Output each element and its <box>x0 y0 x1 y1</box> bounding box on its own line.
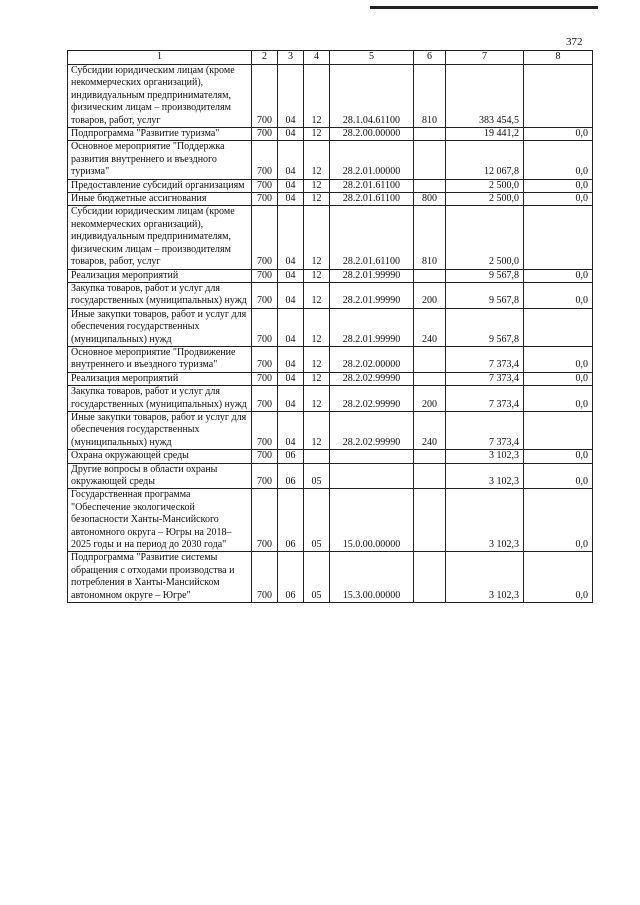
amount-cell: 3 102,3 <box>446 463 524 489</box>
amount2-cell <box>524 411 593 449</box>
table-row <box>68 65 593 128</box>
amount-cell: 9 567,8 <box>446 308 524 346</box>
table-row <box>68 179 593 192</box>
amount-cell: 383 454,5 <box>446 65 524 128</box>
row-name-cell: Иные бюджетные ассигнования <box>68 193 252 206</box>
target-code-cell: 28.2.01.61100 <box>330 193 414 206</box>
subsection-cell: 04 <box>278 269 304 282</box>
table-row <box>68 193 593 206</box>
amount-cell: 7 373,4 <box>446 372 524 385</box>
amount2-cell: 0,0 <box>524 141 593 179</box>
table-row <box>68 411 593 449</box>
subsection-cell: 06 <box>278 450 304 463</box>
expense-type-cell: 810 <box>414 206 446 269</box>
expense-type-cell <box>414 128 446 141</box>
subsection2-cell: 12 <box>304 141 330 179</box>
amount2-cell: 0,0 <box>524 282 593 308</box>
header-cell-8: 8 <box>524 51 593 65</box>
header-cell-1: 1 <box>68 51 252 65</box>
row-name-cell: Закупка товаров, работ и услуг для государственных (муниципальных) нужд <box>68 386 252 412</box>
expense-type-cell <box>414 450 446 463</box>
expense-type-cell <box>414 141 446 179</box>
subsection-cell: 04 <box>278 372 304 385</box>
amount-cell: 9 567,8 <box>446 269 524 282</box>
subsection2-cell: 12 <box>304 308 330 346</box>
subsection-cell: 06 <box>278 463 304 489</box>
subsection2-cell: 12 <box>304 128 330 141</box>
subsection2-cell: 12 <box>304 269 330 282</box>
subsection2-cell: 12 <box>304 179 330 192</box>
header-cell-4: 4 <box>304 51 330 65</box>
table-row <box>68 450 593 463</box>
subsection2-cell: 12 <box>304 411 330 449</box>
subsection2-cell: 12 <box>304 372 330 385</box>
amount-cell: 7 373,4 <box>446 386 524 412</box>
target-code-cell: 28.2.00.00000 <box>330 128 414 141</box>
expense-type-cell: 200 <box>414 282 446 308</box>
amount-cell: 9 567,8 <box>446 282 524 308</box>
expense-type-cell <box>414 372 446 385</box>
target-code-cell: 15.0.00.00000 <box>330 489 414 552</box>
amount2-cell: 0,0 <box>524 450 593 463</box>
target-code-cell: 28.2.01.00000 <box>330 141 414 179</box>
row-name-cell: Субсидии юридическим лицам (кроме некоммерческих организаций), индивидуальным предпринимателям, физическим лицам – производителям товаров, работ, услуг <box>68 206 252 269</box>
expense-type-cell: 800 <box>414 193 446 206</box>
subsection-cell: 04 <box>278 179 304 192</box>
expense-type-cell <box>414 552 446 603</box>
expense-type-cell: 240 <box>414 411 446 449</box>
table-row <box>68 141 593 179</box>
target-code-cell: 28.2.02.99990 <box>330 372 414 385</box>
amount2-cell: 0,0 <box>524 463 593 489</box>
row-name-cell: Охрана окружающей среды <box>68 450 252 463</box>
section-cell: 700 <box>252 489 278 552</box>
section-cell: 700 <box>252 463 278 489</box>
subsection-cell: 04 <box>278 65 304 128</box>
section-cell: 700 <box>252 269 278 282</box>
section-cell: 700 <box>252 411 278 449</box>
subsection-cell: 06 <box>278 552 304 603</box>
expense-type-cell <box>414 463 446 489</box>
row-name-cell: Другие вопросы в области охраны окружающей среды <box>68 463 252 489</box>
subsection-cell: 04 <box>278 128 304 141</box>
subsection2-cell <box>304 450 330 463</box>
amount2-cell: 0,0 <box>524 386 593 412</box>
section-cell: 700 <box>252 193 278 206</box>
amount-cell: 7 373,4 <box>446 346 524 372</box>
row-name-cell: Реализация мероприятий <box>68 372 252 385</box>
target-code-cell: 28.2.01.99990 <box>330 308 414 346</box>
row-name-cell: Основное мероприятие "Поддержка развития внутреннего и въездного туризма" <box>68 141 252 179</box>
table-row <box>68 463 593 489</box>
subsection-cell: 04 <box>278 386 304 412</box>
table-row <box>68 269 593 282</box>
header-cell-2: 2 <box>252 51 278 65</box>
expense-type-cell <box>414 179 446 192</box>
table-row <box>68 386 593 412</box>
amount-cell: 3 102,3 <box>446 552 524 603</box>
subsection2-cell: 12 <box>304 346 330 372</box>
row-name-cell: Иные закупки товаров, работ и услуг для обеспечения государственных (муниципальных) нужд <box>68 308 252 346</box>
amount-cell: 2 500,0 <box>446 179 524 192</box>
target-code-cell: 28.2.01.61100 <box>330 179 414 192</box>
subsection-cell: 04 <box>278 282 304 308</box>
amount2-cell: 0,0 <box>524 552 593 603</box>
amount2-cell <box>524 65 593 128</box>
row-name-cell: Закупка товаров, работ и услуг для государственных (муниципальных) нужд <box>68 282 252 308</box>
row-name-cell: Иные закупки товаров, работ и услуг для обеспечения государственных (муниципальных) нужд <box>68 411 252 449</box>
amount-cell: 2 500,0 <box>446 206 524 269</box>
header-cell-5: 5 <box>330 51 414 65</box>
row-name-cell: Основное мероприятие "Продвижение внутреннего и въездного туризма" <box>68 346 252 372</box>
expense-type-cell <box>414 346 446 372</box>
section-cell: 700 <box>252 450 278 463</box>
table-row <box>68 128 593 141</box>
subsection-cell: 04 <box>278 308 304 346</box>
header-row <box>68 51 593 65</box>
subsection-cell: 04 <box>278 193 304 206</box>
amount-cell: 7 373,4 <box>446 411 524 449</box>
section-cell: 700 <box>252 372 278 385</box>
table-row <box>68 346 593 372</box>
target-code-cell: 28.2.01.99990 <box>330 269 414 282</box>
section-cell: 700 <box>252 386 278 412</box>
amount2-cell <box>524 308 593 346</box>
subsection2-cell: 12 <box>304 206 330 269</box>
row-name-cell: Субсидии юридическим лицам (кроме некоммерческих организаций), индивидуальным предпринимателям, физическим лицам – производителям товаров, работ, услуг <box>68 65 252 128</box>
table-row <box>68 308 593 346</box>
amount2-cell: 0,0 <box>524 193 593 206</box>
table-row <box>68 552 593 603</box>
subsection-cell: 04 <box>278 141 304 179</box>
subsection2-cell: 12 <box>304 65 330 128</box>
section-cell: 700 <box>252 346 278 372</box>
target-code-cell: 28.2.02.00000 <box>330 346 414 372</box>
row-name-cell: Реализация мероприятий <box>68 269 252 282</box>
header-cell-3: 3 <box>278 51 304 65</box>
subsection2-cell: 12 <box>304 386 330 412</box>
row-name-cell: Подпрограмма "Развитие системы обращения с отходами производства и потребления в Ханты-Мансийском автономном округе – Югре" <box>68 552 252 603</box>
amount-cell: 19 441,2 <box>446 128 524 141</box>
subsection2-cell: 12 <box>304 193 330 206</box>
target-code-cell <box>330 450 414 463</box>
table-row <box>68 372 593 385</box>
section-cell: 700 <box>252 552 278 603</box>
amount-cell: 3 102,3 <box>446 489 524 552</box>
amount2-cell: 0,0 <box>524 489 593 552</box>
section-cell: 700 <box>252 128 278 141</box>
amount-cell: 12 067,8 <box>446 141 524 179</box>
budget-table <box>67 50 593 603</box>
expense-type-cell <box>414 489 446 552</box>
subsection2-cell: 05 <box>304 463 330 489</box>
header-cell-7: 7 <box>446 51 524 65</box>
amount2-cell: 0,0 <box>524 372 593 385</box>
subsection2-cell: 05 <box>304 489 330 552</box>
expense-type-cell <box>414 269 446 282</box>
amount2-cell: 0,0 <box>524 128 593 141</box>
subsection-cell: 04 <box>278 346 304 372</box>
section-cell: 700 <box>252 206 278 269</box>
amount2-cell <box>524 206 593 269</box>
header-cell-6: 6 <box>414 51 446 65</box>
section-cell: 700 <box>252 179 278 192</box>
section-cell: 700 <box>252 141 278 179</box>
top-rule <box>370 6 598 9</box>
page-number: 372 <box>566 36 583 48</box>
subsection2-cell: 12 <box>304 282 330 308</box>
target-code-cell: 28.1.04.61100 <box>330 65 414 128</box>
expense-type-cell: 240 <box>414 308 446 346</box>
subsection-cell: 04 <box>278 411 304 449</box>
amount2-cell: 0,0 <box>524 179 593 192</box>
target-code-cell: 28.2.01.61100 <box>330 206 414 269</box>
table-row <box>68 282 593 308</box>
table-row <box>68 489 593 552</box>
row-name-cell: Предоставление субсидий организациям <box>68 179 252 192</box>
expense-type-cell: 200 <box>414 386 446 412</box>
amount2-cell: 0,0 <box>524 269 593 282</box>
target-code-cell: 28.2.02.99990 <box>330 386 414 412</box>
row-name-cell: Государственная программа "Обеспечение экологической безопасности Ханты-Мансийского автономного округа – Югры на 2018–2025 годы и на период до 2030 года" <box>68 489 252 552</box>
target-code-cell <box>330 463 414 489</box>
row-name-cell: Подпрограмма "Развитие туризма" <box>68 128 252 141</box>
target-code-cell: 28.2.02.99990 <box>330 411 414 449</box>
section-cell: 700 <box>252 282 278 308</box>
table-row <box>68 206 593 269</box>
section-cell: 700 <box>252 65 278 128</box>
expense-type-cell: 810 <box>414 65 446 128</box>
target-code-cell: 15.3.00.00000 <box>330 552 414 603</box>
amount-cell: 2 500,0 <box>446 193 524 206</box>
target-code-cell: 28.2.01.99990 <box>330 282 414 308</box>
amount-cell: 3 102,3 <box>446 450 524 463</box>
subsection-cell: 06 <box>278 489 304 552</box>
section-cell: 700 <box>252 308 278 346</box>
subsection-cell: 04 <box>278 206 304 269</box>
subsection2-cell: 05 <box>304 552 330 603</box>
amount2-cell: 0,0 <box>524 346 593 372</box>
